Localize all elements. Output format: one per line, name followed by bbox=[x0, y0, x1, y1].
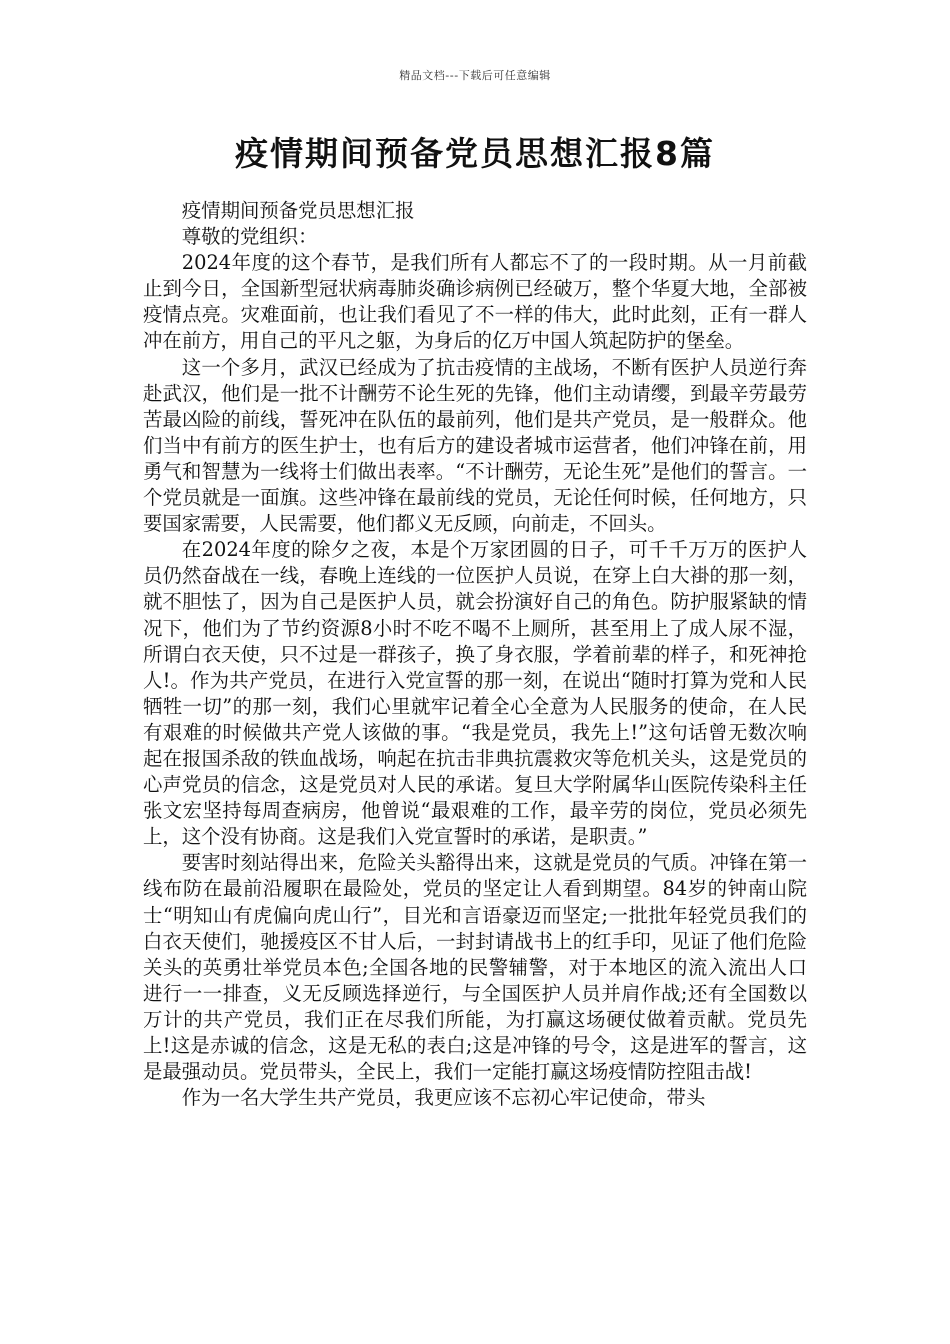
paragraph: 作为一名大学生共产党员，我更应该不忘初心牢记使命，带头 bbox=[181, 1086, 706, 1110]
paragraph: 2024年度的这个春节，是我们所有人都忘不了的一段时期。从一月前截止到今日，全国新型冠状病毒肺炎确诊病例已经破万，整个华夏大地，全部被疫情点亮。灾难面前，也让我们看见了不一样的伟大，此时此刻，正有一群人冲在前方，用自己的平凡之躯，为身后的亿万中国人筑起防护的堡垒。 bbox=[143, 251, 807, 353]
paragraph-salutation: 尊敬的党组织： bbox=[181, 225, 318, 249]
paragraph: 要害时刻站得出来，危险关头豁得出来，这就是党员的气质。冲锋在第一线布防在最前沿履职在最险处，党员的坚定让人看到期望。84岁的钟南山院士“明知山有虎偏向虎山行”，目光和言语豪迈而坚定;一批批年轻党员我们的白衣天使们，驰援疫区不甘人后，一封封请战书上的红手印，见证了他们危险关头的英勇壮举党员本色;全国各地的民警辅警，对于本地区的流入流出人口进行一一排查，义无反顾选择逆行，与全国医护人员并肩作战;还有全国数以万计的共产党员，我们正在尽我们所能，为打赢这场硬仗做着贡献。党员先上!这是赤诚的信念，这是无私的表白;这是冲锋的号令，这是进军的誓言，这是最强动员。党员带头，全民上，我们一定能打赢这场疫情防控阻击战! bbox=[143, 851, 807, 1084]
paragraph-subtitle: 疫情期间预备党员思想汇报 bbox=[181, 199, 415, 222]
document-title: 疫情期间预备党员思想汇报8篇 bbox=[235, 134, 715, 173]
document-body bbox=[143, 198, 807, 1111]
page-header: 精品文档---下载后可任意编辑 bbox=[399, 69, 551, 82]
paragraph: 这一个多月，武汉已经成为了抗击疫情的主战场，不断有医护人员逆行奔赴武汉，他们是一批不计酬劳不论生死的先锋，他们主动请缨，到最辛劳最劳苦最凶险的前线，誓死冲在队伍的最前列，他们是共产党员，是一般群众。他们当中有前方的医生护士，也有后方的建设者城市运营者，他们冲锋在前，用勇气和智慧为一线将士们做出表率。“不计酬劳，无论生死”是他们的誓言。一个党员就是一面旗。这些冲锋在最前线的党员，无论任何时候，任何地方，只要国家需要，人民需要，他们都义无反顾，向前走，不回头。 bbox=[143, 355, 807, 536]
paragraph: 在2024年度的除夕之夜，本是个万家团圆的日子，可千千万万的医护人员仍然奋战在一线，春晚上连线的一位医护人员说，在穿上白大褂的那一刻，就不胆怯了，因为自己是医护人员，就会扮演好自己的角色。防护服紧缺的情况下，他们为了节约资源8小时不吃不喝不上厕所，甚至用上了成人尿不湿，所谓白衣天使，只不过是一群孩子，换了身衣服，学着前辈的样子，和死神抢人!。作为共产党员，在进行入党宣誓的那一刻，在说出“随时打算为党和人民牺牲一切”的那一刻，我们心里就牢记着全心全意为人民服务的使命，在人民有艰难的时候做共产党人该做的事。“我是党员，我先上!”这句话曾无数次响起在报国杀敌的铁血战场，响起在抗击非典抗震救灾等危机关头，这是党员的心声党员的信念，这是党员对人民的承诺。复旦大学附属华山医院传染科主任张文宏坚持每周查病房，他曾说“最艰难的工作，最辛劳的岗位，党员必须先上，这个没有协商。这是我们入党宣誓时的承诺，是职责。” bbox=[143, 538, 807, 849]
